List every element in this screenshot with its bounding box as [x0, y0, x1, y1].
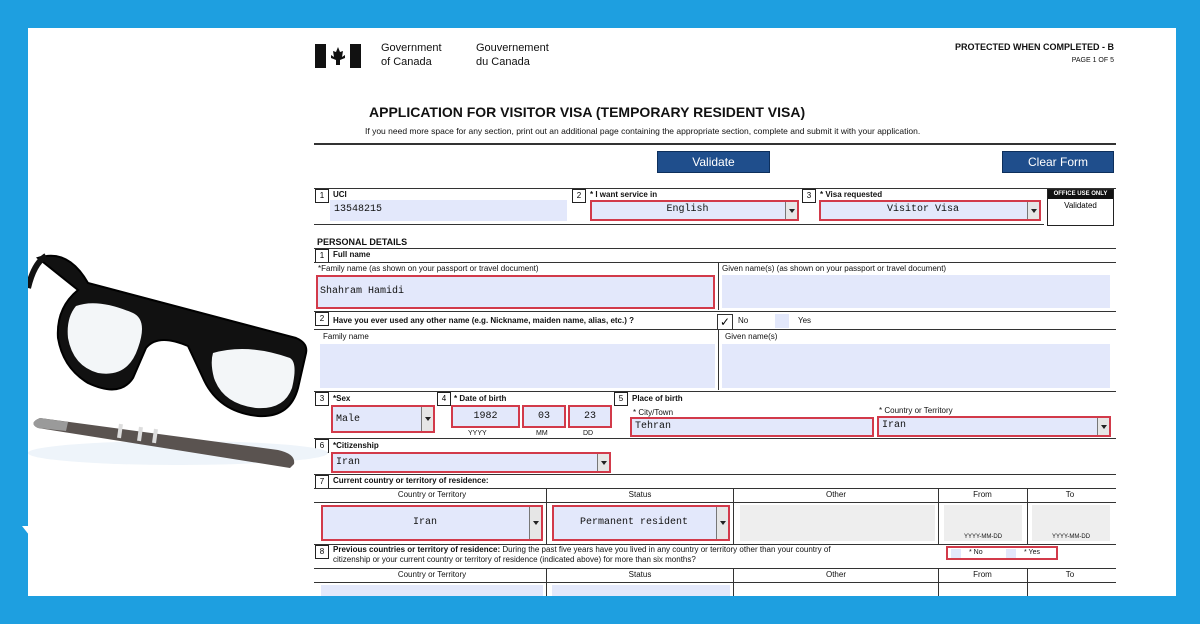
given-name-label: Given name(s) (as shown on your passport or travel document): [722, 264, 947, 273]
prev-no-label: * No: [969, 549, 983, 556]
office-use-value: Validated: [1064, 201, 1097, 210]
uci-input[interactable]: 13548215: [330, 200, 567, 221]
visa-value: Visitor Visa: [886, 204, 959, 215]
citizenship-label: *Citizenship: [333, 441, 379, 450]
mm-hint: MM: [536, 430, 548, 437]
personal-details-heading: PERSONAL DETAILS: [317, 237, 408, 247]
yyyy-hint: YYYY: [468, 430, 487, 437]
prev-residence-text-1: During the past five years have you lived in any country or territory other than your country of: [502, 545, 831, 554]
gov-en-2: of Canada: [381, 56, 432, 68]
yes-radio[interactable]: [1006, 549, 1016, 558]
visa-select[interactable]: [819, 200, 1041, 221]
prev-residence-label: Previous countries or territory of residence:: [333, 545, 501, 554]
sex-label: *Sex: [333, 394, 351, 403]
protected-label: PROTECTED WHEN COMPLETED - B: [955, 42, 1114, 52]
fullname-label: Full name: [333, 250, 371, 259]
eyeglasses-icon: [28, 256, 306, 416]
col-other-2: Other: [825, 570, 846, 579]
city-input[interactable]: Tehran: [630, 417, 874, 437]
from-format-hint: YYYY-MM-DD: [963, 534, 1003, 540]
no-radio[interactable]: [951, 549, 961, 558]
gov-fr-2: du Canada: [476, 56, 530, 68]
form-title: APPLICATION FOR VISITOR VISA (TEMPORARY RESIDENT VISA): [369, 104, 806, 120]
col-status: Status: [628, 490, 652, 499]
canada-flag-icon: [315, 44, 361, 73]
other-given-input[interactable]: [722, 344, 1110, 388]
form-sheet: [28, 28, 1176, 596]
personal-num-2: 2: [315, 312, 329, 326]
family-name-label: *Family name (as shown on your passport or travel document): [318, 264, 539, 273]
other-family-input[interactable]: [320, 344, 715, 388]
dob-day-input[interactable]: 23: [568, 405, 612, 428]
personal-num-7: 7: [315, 475, 329, 489]
prev-status-input[interactable]: [552, 585, 730, 596]
col-from: From: [973, 490, 992, 499]
brand-logo: [22, 526, 182, 604]
personal-num-6: 6: [315, 439, 329, 453]
clear-form-button[interactable]: Clear Form: [1002, 151, 1114, 173]
dd-hint: DD: [583, 430, 594, 437]
residence-other-input[interactable]: [740, 505, 935, 541]
chevron-down-icon[interactable]: [421, 407, 433, 431]
office-use-label: OFFICE USE ONLY: [1048, 190, 1113, 199]
logo-line-1: نیلگام: [100, 538, 153, 563]
dob-year-input[interactable]: 1982: [451, 405, 520, 428]
family-name-input[interactable]: Shahram Hamidi: [316, 275, 715, 309]
prev-yes-label: * Yes: [1024, 549, 1040, 556]
gov-en-1: Government: [381, 42, 442, 54]
personal-num-3: 3: [315, 392, 329, 406]
service-label: * I want service in: [590, 190, 658, 199]
personal-num-4: 4: [437, 392, 451, 406]
yes-label: Yes: [798, 316, 812, 325]
prev-residence-line-1: [333, 545, 831, 554]
given-name-input[interactable]: [722, 275, 1110, 308]
residence-label: Current country or territory of residence:: [333, 476, 489, 485]
service-value: English: [666, 204, 709, 215]
prev-residence-choice[interactable]: [946, 546, 1058, 560]
chevron-down-icon[interactable]: [1027, 202, 1039, 219]
uci-label: UCI: [333, 190, 347, 199]
chevron-down-icon[interactable]: [785, 202, 797, 219]
visa-label: * Visa requested: [820, 190, 883, 199]
other-name-question: Have you ever used any other name (e.g. Nickname, maiden name, alias, etc.) ?: [333, 316, 635, 325]
glasses-pen-illustration: [28, 228, 328, 468]
country-birth-select[interactable]: [877, 416, 1111, 437]
col-to: To: [1065, 490, 1075, 499]
logo-mark-icon: [22, 526, 102, 596]
chevron-down-icon[interactable]: [529, 507, 541, 539]
prev-country-input[interactable]: [321, 585, 543, 596]
yes-checkbox[interactable]: [775, 314, 789, 328]
gov-fr-1: Gouvernement: [476, 42, 549, 54]
page-number: PAGE 1 OF 5: [1071, 57, 1114, 64]
pob-label: Place of birth: [632, 394, 683, 403]
section-num-1: 1: [315, 189, 329, 203]
form-subtitle: If you need more space for any section, print out an additional page containing the appropriate section, complete and submit it with your application.: [365, 126, 921, 136]
logo-line-2: سفر: [122, 564, 164, 589]
residence-status-value: Permanent resident: [579, 517, 689, 528]
citizenship-value: Iran: [336, 457, 361, 468]
other-family-label: Family name: [323, 332, 369, 341]
no-checkbox[interactable]: ✓: [717, 314, 733, 330]
chevron-down-icon[interactable]: [597, 454, 609, 471]
col-status-2: Status: [628, 570, 652, 579]
to-format-hint: YYYY-MM-DD: [1051, 534, 1091, 540]
city-label: * City/Town: [633, 408, 674, 417]
other-given-label: Given name(s): [725, 332, 778, 341]
sex-select[interactable]: [331, 405, 435, 433]
chevron-down-icon[interactable]: [1097, 418, 1109, 435]
chevron-down-icon[interactable]: [716, 507, 728, 539]
validate-button[interactable]: Validate: [657, 151, 770, 173]
section-num-2: 2: [572, 189, 586, 203]
office-use-box: [1047, 189, 1114, 226]
residence-country-value: Iran: [412, 517, 437, 528]
no-label: No: [738, 316, 749, 325]
section-num-3: 3: [802, 189, 816, 203]
col-to-2: To: [1065, 570, 1075, 579]
service-select[interactable]: [590, 200, 799, 221]
personal-num-1: 1: [315, 249, 329, 263]
country-birth-label: * Country or Territory: [879, 406, 953, 415]
country-birth-value: Iran: [882, 420, 907, 431]
residence-status-select[interactable]: [552, 505, 730, 541]
dob-month-input[interactable]: 03: [522, 405, 566, 428]
col-other: Other: [825, 490, 846, 499]
personal-num-8: 8: [315, 545, 329, 559]
dob-label: * Date of birth: [454, 394, 507, 403]
col-country: Country or Territory: [397, 490, 467, 499]
residence-country-select[interactable]: [321, 505, 543, 541]
personal-num-5: 5: [614, 392, 628, 406]
citizenship-select[interactable]: [331, 452, 611, 473]
prev-residence-text-2: citizenship or your current country or territory of residence (indicated above) for more than six months?: [333, 555, 696, 564]
sex-value: Male: [336, 414, 361, 425]
col-country-2: Country or Territory: [397, 570, 467, 579]
col-from-2: From: [973, 570, 992, 579]
